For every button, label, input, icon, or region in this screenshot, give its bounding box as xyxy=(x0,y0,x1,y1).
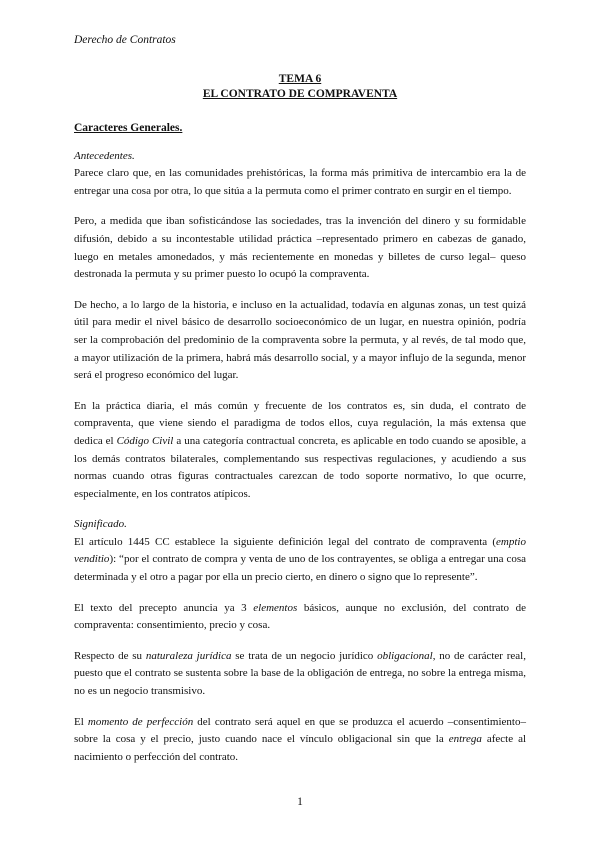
chapter-title xyxy=(74,72,526,102)
paragraph: Parece claro que, en las comunidades prehistóricas, la forma más primitiva de intercambio era la de entregar una cosa por otra, lo que sitúa a la permuta como el primer contrato en surgir en el tiempo. xyxy=(74,167,526,197)
paragraph: De hecho, a lo largo de la historia, e incluso en la actualidad, todavía en algunas zonas, un test quizá útil para medir el nivel básico de desarrollo socioeconómico de un lugar, en nuestra opinión, podría ser la comprobación del predominio de la compraventa sobre la permuta, y al revés, de tal modo que, a mayor utilización de la primera, habrá más desarrollo social, y a mayor influjo de la segunda, menor será el progreso económico del lugar. xyxy=(74,298,526,382)
page-number: 1 xyxy=(297,796,303,808)
paragraph: Pero, a medida que iban sofisticándose las sociedades, tras la invención del dinero y su formidable difusión, debido a su incontestable utilidad práctica –representado primero en cabezas de ganado, luego en metales amonedados, y más recientemente en monedas y billetes de curso legal– queso destronada la permuta y su primer puesto lo ocupó la compraventa. xyxy=(74,215,526,281)
subsection-significado-label: Significado. xyxy=(74,518,127,531)
paragraph: En la práctica diaria, el más común y frecuente de los contratos es, sin duda, el contrato de compraventa, que viene siendo el paradigma de todos ellos, cuya regulación, la más extensa que dedica el Código Civil a una categoría contractual concreta, es aplicable en todo cuando se aposible, a los demás contratos bilaterales, complementando sus respectivas regulaciones, y acudiendo a sus normas cuando otras figuras contractuales carezcan de todo soporte normativo, lo que ocurre, especialmente, en los contratos atípicos. xyxy=(74,399,526,500)
paragraph: El momento de perfección del contrato será aquel en que se produzca el acuerdo –consentimiento– sobre la cosa y el precio, justo cuando nace el vínculo obligacional sin que la entrega afecte al nacimiento o perfección del contrato. xyxy=(74,715,527,763)
emphasis: entrega xyxy=(448,733,482,746)
paragraph: Respecto de su naturaleza jurídica se trata de un negocio jurídico obligacional, no de carácter real, puesto que el contrato se sustenta sobre la base de la obligación de entrega, no sobre la entrega misma, no es un negocio transmisivo. xyxy=(74,649,526,698)
emphasis: emptio venditio xyxy=(74,535,526,566)
paragraph: El artículo 1445 CC establece la siguiente definición legal del contrato de compraventa (emptio venditio): “por el contrato de compra y venta de uno de los contrayentes, se obliga a entregar una cosa determinada y el otro a pagar por ella un precio cierto, en dinero o signo que lo represente”. xyxy=(74,535,526,584)
document-body xyxy=(74,120,526,779)
emphasis: momento de perfección xyxy=(87,715,194,728)
chapter-name: EL CONTRATO DE COMPRAVENTA xyxy=(202,88,398,100)
emphasis: Código Civil xyxy=(116,434,174,447)
subsection-antecedentes-label: Antecedentes. xyxy=(74,149,135,162)
section-heading: Caracteres Generales. xyxy=(74,122,183,134)
paragraph: El texto del precepto anuncia ya 3 elementos básicos, aunque no exclusión, del contrato de compraventa: consentimiento, precio y cosa. xyxy=(74,601,526,632)
emphasis: naturaleza jurídica xyxy=(145,649,232,662)
running-header: Derecho de Contratos xyxy=(74,34,176,46)
chapter-number: TEMA 6 xyxy=(278,73,322,85)
emphasis: obligacional xyxy=(377,649,433,662)
emphasis: elementos xyxy=(253,601,298,614)
